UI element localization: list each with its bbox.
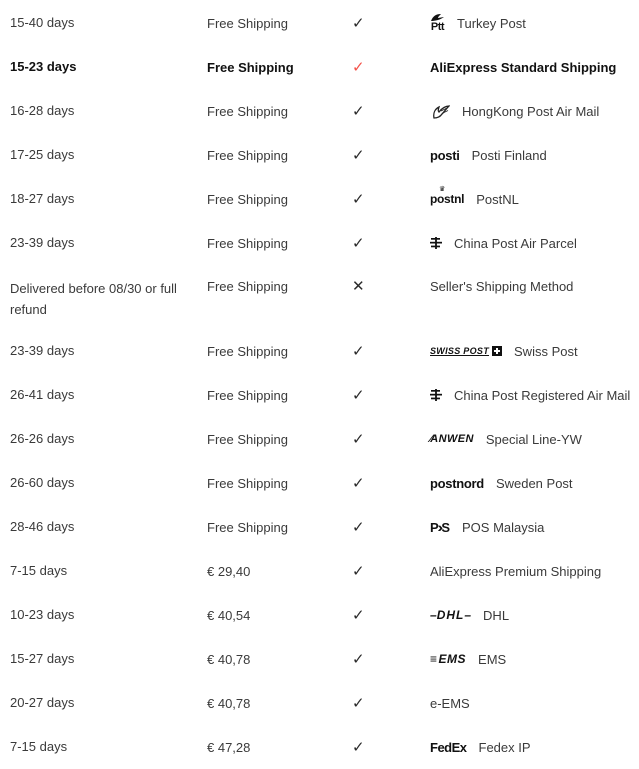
delivery-time: 15-40 days xyxy=(10,14,75,30)
shipping-price: Free Shipping xyxy=(207,147,288,163)
shipping-price: Free Shipping xyxy=(207,103,288,119)
delivery-time: 23-39 days xyxy=(10,234,75,250)
carrier-name: e-EMS xyxy=(430,695,470,711)
check-icon: ✓ xyxy=(352,605,365,624)
delivery-time: 18-27 days xyxy=(10,190,75,206)
shipping-option-row[interactable] xyxy=(10,133,639,177)
ems-logo: ≡ EMS xyxy=(430,652,466,666)
check-icon: ✓ xyxy=(352,13,365,32)
delivery-time: 26-26 days xyxy=(10,430,75,446)
check-icon: ✓ xyxy=(352,189,365,208)
shipping-option-row[interactable] xyxy=(10,1,639,45)
check-icon: ✓ xyxy=(352,561,365,580)
carrier-cell xyxy=(430,432,639,447)
delivery-time: 16-28 days xyxy=(10,102,75,118)
shipping-option-row[interactable] xyxy=(10,593,639,637)
carrier-name: Seller's Shipping Method xyxy=(430,279,574,294)
shipping-option-row[interactable] xyxy=(10,265,639,329)
postnord-logo: postnord xyxy=(430,475,484,491)
carrier-name: PostNL xyxy=(476,191,519,207)
check-icon: ✓ xyxy=(352,693,365,712)
shipping-price: Free Shipping xyxy=(207,15,288,31)
shipping-option-row[interactable] xyxy=(10,505,639,549)
check-icon: ✓ xyxy=(352,737,365,756)
shipping-price: Free Shipping xyxy=(207,235,288,251)
carrier-cell xyxy=(430,13,639,33)
delivery-time: 26-60 days xyxy=(10,474,75,490)
carrier-cell xyxy=(430,388,639,403)
carrier-cell xyxy=(430,344,639,359)
china-post-logo xyxy=(430,389,442,401)
shipping-option-row[interactable] xyxy=(10,681,639,725)
carrier-cell xyxy=(430,696,639,711)
shipping-option-row[interactable] xyxy=(10,637,639,681)
shipping-option-row[interactable] xyxy=(10,725,639,769)
shipping-price: € 40,78 xyxy=(207,695,251,711)
shipping-price: Free Shipping xyxy=(207,431,288,447)
turkey-post-logo: Ptt xyxy=(430,13,445,33)
fedex-logo: FedEx xyxy=(430,739,467,755)
postnl-logo: ♛ postnl xyxy=(430,192,464,206)
carrier-cell xyxy=(430,192,639,207)
carrier-cell xyxy=(430,519,639,535)
carrier-name: China Post Registered Air Mail xyxy=(454,387,631,403)
check-icon: ✓ xyxy=(352,649,365,668)
shipping-option-row[interactable] xyxy=(10,89,639,133)
delivery-time: 28-46 days xyxy=(10,518,75,534)
carrier-cell xyxy=(430,564,639,579)
shipping-price: € 40,78 xyxy=(207,651,251,667)
carrier-cell xyxy=(430,148,639,163)
carrier-name: POS Malaysia xyxy=(462,519,545,535)
posti-logo: posti xyxy=(430,147,460,163)
pos-malaysia-logo: P › S xyxy=(430,519,451,535)
cross-icon: ✕ xyxy=(352,277,365,295)
carrier-name: Turkey Post xyxy=(457,15,526,31)
shipping-price: Free Shipping xyxy=(207,59,294,75)
hongkong-post-logo xyxy=(430,104,450,119)
shipping-price: Free Shipping xyxy=(207,343,288,359)
shipping-price: € 40,54 xyxy=(207,607,251,623)
shipping-price: € 47,28 xyxy=(207,739,251,755)
carrier-name: Posti Finland xyxy=(471,147,547,163)
check-icon: ✓ xyxy=(352,145,365,164)
delivery-time: 10-23 days xyxy=(10,606,75,622)
shipping-price: Free Shipping xyxy=(207,475,288,491)
carrier-cell xyxy=(430,476,639,491)
shipping-option-row[interactable] xyxy=(10,549,639,593)
check-icon: ✓ xyxy=(352,233,365,252)
shipping-option-row[interactable] xyxy=(10,45,639,89)
delivery-time: 26-41 days xyxy=(10,386,75,402)
shipping-option-row[interactable] xyxy=(10,373,639,417)
carrier-name: Swiss Post xyxy=(514,343,578,359)
delivery-time: 7-15 days xyxy=(10,562,68,578)
carrier-cell xyxy=(430,740,639,755)
delivery-time: 17-25 days xyxy=(10,146,75,162)
check-icon: ✓ xyxy=(352,385,365,404)
shipping-option-row[interactable] xyxy=(10,221,639,265)
check-icon: ✓ xyxy=(352,517,365,536)
shipping-price: Free Shipping xyxy=(207,191,288,207)
shipping-price: € 29,40 xyxy=(207,563,251,579)
delivery-time: 7-15 days xyxy=(10,738,68,754)
shipping-price: Free Shipping xyxy=(207,279,288,294)
yanwen-logo: ⁄ ANWEN xyxy=(430,433,474,445)
carrier-cell xyxy=(430,60,639,75)
check-icon: ✓ xyxy=(352,429,365,448)
carrier-cell xyxy=(430,236,639,251)
delivery-time: 15-27 days xyxy=(10,650,75,666)
check-icon: ✓ xyxy=(352,57,365,76)
shipping-price: Free Shipping xyxy=(207,519,288,535)
carrier-name: AliExpress Standard Shipping xyxy=(430,59,617,75)
delivery-time: 15-23 days xyxy=(10,58,77,74)
carrier-cell xyxy=(430,279,639,294)
carrier-name: EMS xyxy=(478,651,507,667)
carrier-cell xyxy=(430,608,639,623)
carrier-name: Sweden Post xyxy=(495,475,573,491)
carrier-cell xyxy=(430,652,639,667)
check-icon: ✓ xyxy=(352,341,365,360)
check-icon: ✓ xyxy=(352,473,365,492)
shipping-option-row[interactable] xyxy=(10,417,639,461)
carrier-name: HongKong Post Air Mail xyxy=(462,103,600,119)
shipping-price: Free Shipping xyxy=(207,387,288,403)
shipping-option-row[interactable] xyxy=(10,177,639,221)
carrier-name: Fedex IP xyxy=(478,739,531,755)
swiss-post-logo: SWISS POST xyxy=(430,346,502,356)
delivery-time: 20-27 days xyxy=(10,694,75,710)
carrier-cell xyxy=(430,104,639,119)
shipping-option-row[interactable] xyxy=(10,461,639,505)
delivery-time: 23-39 days xyxy=(10,342,75,358)
shipping-option-row[interactable] xyxy=(10,329,639,373)
china-post-logo xyxy=(430,237,442,249)
carrier-name: DHL xyxy=(483,607,510,623)
delivery-time: Delivered before 08/30 or full refund xyxy=(10,281,177,317)
dhl-logo: – DHL – xyxy=(430,608,471,622)
check-icon: ✓ xyxy=(352,101,365,120)
carrier-name: AliExpress Premium Shipping xyxy=(430,563,602,579)
carrier-name: Special Line-YW xyxy=(485,431,582,447)
carrier-name: China Post Air Parcel xyxy=(454,235,577,251)
